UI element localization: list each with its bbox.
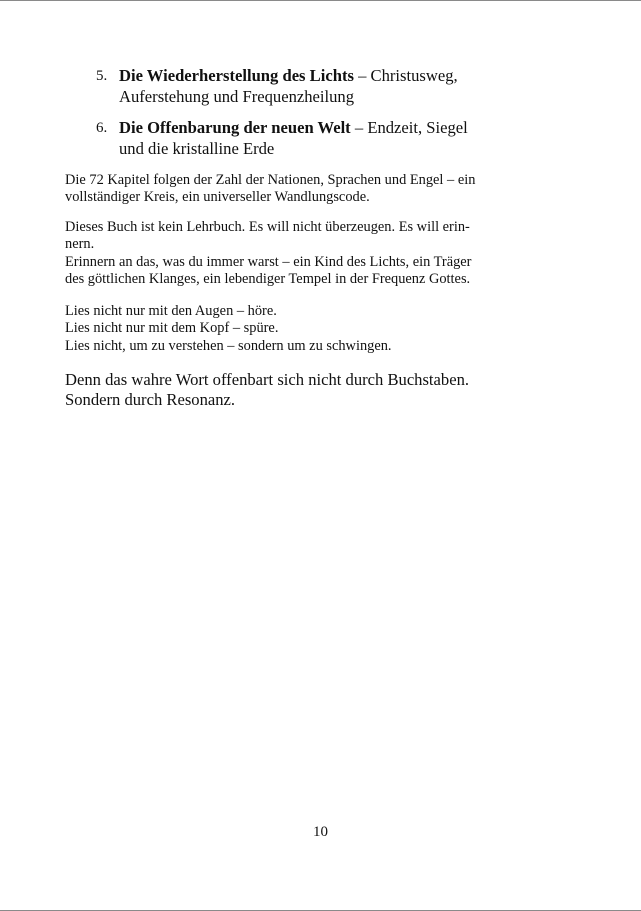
text-line: Lies nicht, um zu verstehen – sondern um zu schwingen.: [65, 337, 392, 354]
list-item-line: [119, 118, 546, 139]
text-line: vollständiger Kreis, ein universeller Wandlungscode.: [65, 189, 370, 206]
list-item-subtitle-continued: Auferstehung und Frequenzheilung: [119, 86, 355, 106]
list-item-subtitle: – Christusweg,: [353, 66, 458, 85]
text-line: Erinnern an das, was du immer warst – ein Kind des Lichts, ein Träger: [65, 253, 472, 270]
list-item: [96, 118, 546, 159]
chapter-overview-list: [96, 66, 546, 170]
list-item-title: Die Offenbarung der neuen Welt: [119, 118, 351, 137]
text-line: Dieses Buch ist kein Lehrbuch. Es will nicht überzeugen. Es will erin-: [65, 219, 470, 235]
list-item-line: [119, 66, 546, 87]
text-line: Lies nicht nur mit den Augen – höre.: [65, 303, 277, 319]
page-number: 10: [313, 824, 328, 840]
text-line: nern.: [65, 236, 95, 253]
text-line: Die 72 Kapitel folgen der Zahl der Nationen, Sprachen und Engel – ein: [65, 172, 476, 188]
paragraph-reading-instructions: [65, 303, 550, 355]
text-line: Lies nicht nur mit dem Kopf – spüre.: [65, 320, 279, 337]
text-line: des göttlichen Klanges, ein lebendiger Tempel in der Frequenz Gottes.: [65, 270, 471, 287]
list-item: [96, 66, 546, 107]
text-line: Sondern durch Resonanz.: [65, 390, 236, 409]
closing-statement: [65, 370, 565, 410]
paragraph-chapters: [65, 172, 550, 207]
text-line: Denn das wahre Wort offenbart sich nicht durch Buchstaben.: [65, 370, 470, 389]
list-item-number: 5.: [96, 68, 108, 84]
list-item-number: 6.: [96, 120, 108, 136]
list-item-subtitle-continued: und die kristalline Erde: [119, 138, 275, 158]
paragraph-purpose: [65, 219, 550, 288]
list-item-subtitle: – Endzeit, Siegel: [350, 118, 468, 137]
list-item-title: Die Wiederherstellung des Lichts: [119, 66, 354, 85]
